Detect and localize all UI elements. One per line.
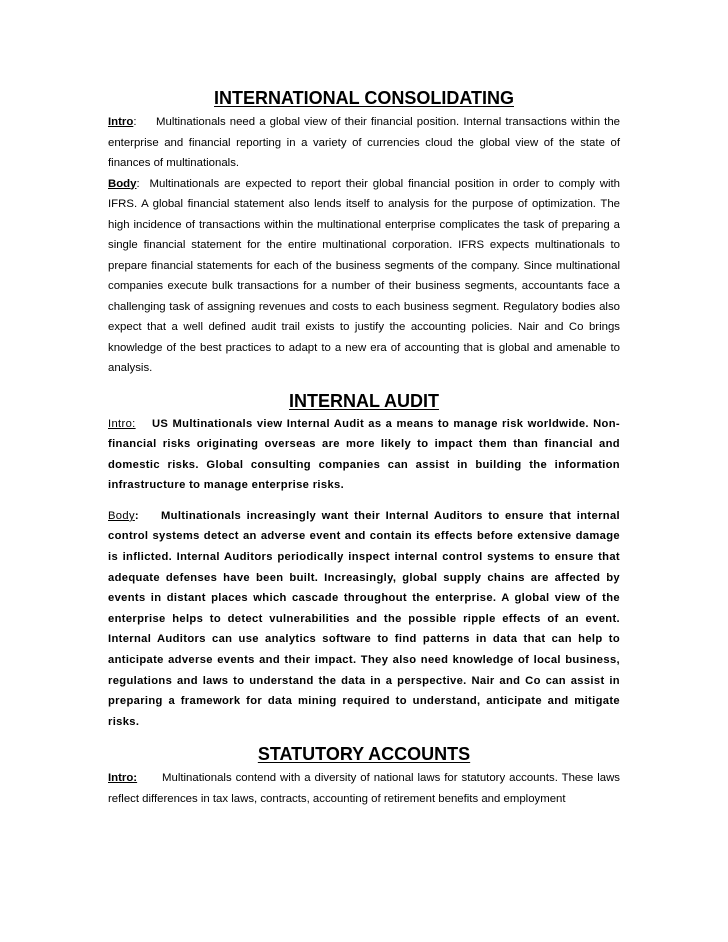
intro-label-wrap: Intro: xyxy=(108,116,137,128)
intro-paragraph xyxy=(108,414,620,496)
section-title-statutory-accounts: STATUTORY ACCOUNTS xyxy=(257,744,471,765)
intro-label: Intro xyxy=(108,116,134,128)
body-paragraph: Body: Multinationals are expected to report their global financial position in order to comply with IFRS. A global financial statement also lends itself to analysis for the purpose of optimization. The high incidence of transactions within the multinational enterprise complicates the task of preparing a single financial statement for the entire multinational corporation. IFRS expects multinationals to prepare financial statements for each of the business segments of the company. Since multinational companies execute bulk transactions for a number of their business segments, accountants face a challenging task of assigning revenues and costs to each business segment. Regulatory bodies also expect that a well defined audit trail exists to justify the accounting policies. Nair and Co brings knowledge of the best practices to adapt to a new era of accounting that is global and amenable to analysis. xyxy=(108,177,620,374)
intro-text: Multinationals need a global view of their financial position. Internal transactions within the enterprise and financial reporting in a variety of currencies cloud the global view of the state of finances of multinationals. xyxy=(108,116,620,169)
body-label-wrap: Body: xyxy=(108,509,139,522)
body-label: Body xyxy=(108,509,135,522)
section-title-international-consolidating: INTERNATIONAL CONSOLIDATING xyxy=(214,88,514,108)
intro-label: Intro: xyxy=(108,772,138,785)
section-title-internal-audit: INTERNAL AUDIT xyxy=(289,390,439,411)
intro-text: Multinationals contend with a diversity of national laws for statutory accounts. These laws reflect differences in tax laws, contracts, accounting of retirement benefits and employment xyxy=(108,772,620,805)
body-text: Multinationals are expected to report their global financial position in order to comply with IFRS. A global financial statement also lends itself to analysis for the purpose of optimization. The high incidence of transactions within the multinational enterprise complicates the task of preparing a single financial statement for the entire multinational corporation. IFRS expects multinationals to prepare financial statements for each of the business segments of the company. Since multinational companies execute bulk transactions for a number of their business segments, accountants face a challenging task of assigning revenues and costs to each business segment. Regulatory bodies also expect that a well defined audit trail exists to justify the accounting policies. Nair and Co brings knowledge of the best practices to adapt to a new era of accounting that is global and amenable to analysis. xyxy=(108,177,620,374)
intro-paragraph xyxy=(108,768,620,809)
intro-text: US Multinationals view Internal Audit as a means to manage risk worldwide. Non-financial risks originating overseas are more likely to impact them than financial and domestic risks. Global consulting companies can assist in building the information infrastructure to manage enterprise risks. xyxy=(108,417,620,492)
body-label: Body xyxy=(108,177,137,190)
body-text: Multinationals increasingly want their Internal Auditors to ensure that internal control systems detect an adverse event and contain its effects before extensive damage is inflicted. Internal Auditors periodically inspect internal control systems to ensure that adequate defenses have been built. Increasingly, global supply chains are affected by events in distant places which cascade throughout the enterprise. A global view of the enterprise helps to detect vulnerabilities and the possible ripple effects of an event. Internal Auditors can use analytics software to find patterns in data that can help to anticipate adverse events and their impact. They also need knowledge of local business, regulations and laws to understand the data in a perspective. Nair and Co can assist in preparing a framework for data mining required to understand, anticipate and mitigate risks. xyxy=(108,509,620,728)
intro-paragraph xyxy=(108,112,620,174)
intro-label: Intro: xyxy=(108,417,136,430)
document-body xyxy=(108,88,620,809)
body-paragraph xyxy=(108,506,620,733)
